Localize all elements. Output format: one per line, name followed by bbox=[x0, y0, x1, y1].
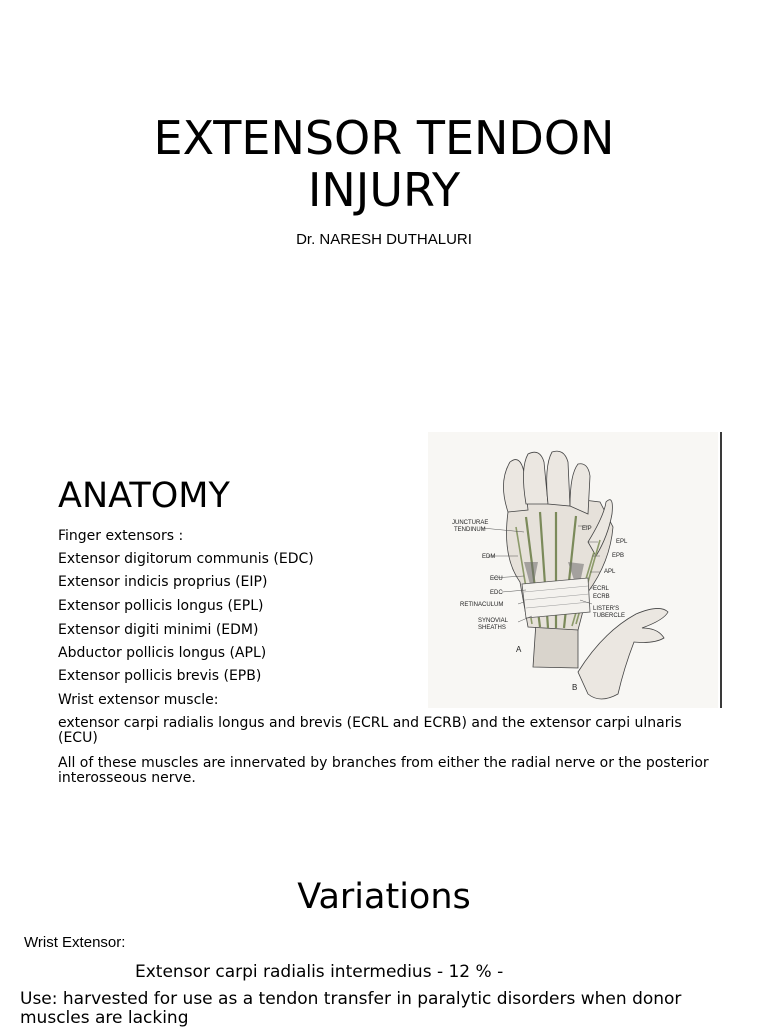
label-panel-a: A bbox=[516, 645, 522, 654]
label-epl: EPL bbox=[616, 539, 628, 545]
title-slide-title: EXTENSOR TENDON INJURY bbox=[153, 111, 615, 217]
anatomy-line: Extensor digitorum communis (EDC) bbox=[58, 551, 314, 567]
label-panel-b: B bbox=[572, 683, 578, 692]
label-edc: EDC bbox=[490, 590, 503, 596]
label-tubercle: TUBERCLE bbox=[593, 613, 626, 619]
label-listers: LISTER'S bbox=[593, 606, 620, 612]
anatomy-paragraph: All of these muscles are innervated by branches from either the radial nerve or the posterior interosseous nerve. bbox=[58, 755, 709, 786]
anatomy-line: Extensor pollicis longus (EPL) bbox=[58, 598, 264, 614]
anatomy-line: Extensor digiti minimi (EDM) bbox=[58, 622, 259, 638]
label-tendinum: TENDINUM bbox=[454, 527, 486, 533]
wrist-extensor-label: Wrist Extensor: bbox=[24, 934, 126, 951]
variations-heading: Variations bbox=[297, 877, 471, 917]
label-synovial: SYNOVIAL bbox=[478, 618, 509, 624]
variation-use-text: Use: harvested for use as a tendon transfer in paralytic disorders when donor muscles are lacking bbox=[20, 989, 682, 1028]
label-juncturae: JUNCTURAE bbox=[452, 520, 489, 526]
title-slide-author: Dr. NARESH DUTHALURI bbox=[296, 231, 472, 248]
anatomy-line: Wrist extensor muscle: bbox=[58, 692, 219, 708]
label-ecrb: ECRB bbox=[593, 594, 610, 600]
variation-item: Extensor carpi radialis intermedius - 12 % - bbox=[135, 962, 504, 982]
anatomy-line: Finger extensors : bbox=[58, 528, 184, 544]
anatomy-paragraph: extensor carpi radialis longus and brevis (ECRL and ECRB) and the extensor carpi ulnaris (ECU) bbox=[58, 715, 682, 746]
anatomy-line: Abductor pollicis longus (APL) bbox=[58, 645, 267, 661]
label-ecu: ECU bbox=[490, 576, 503, 582]
label-sheaths: SHEATHS bbox=[478, 625, 506, 631]
label-eip: EIP bbox=[582, 526, 592, 532]
hand-anatomy-illustration bbox=[428, 432, 718, 708]
label-retinaculum: RETINACULUM bbox=[460, 602, 504, 608]
anatomy-line: Extensor indicis proprius (EIP) bbox=[58, 574, 268, 590]
label-epb: EPB bbox=[612, 553, 625, 559]
label-apl: APL bbox=[604, 569, 616, 575]
anatomy-heading: ANATOMY bbox=[58, 476, 230, 516]
label-ecrl: ECRL bbox=[593, 586, 610, 592]
label-edm: EDM bbox=[482, 554, 496, 560]
anatomy-line: Extensor pollicis brevis (EPB) bbox=[58, 668, 262, 684]
slide-edge-divider bbox=[720, 432, 722, 708]
